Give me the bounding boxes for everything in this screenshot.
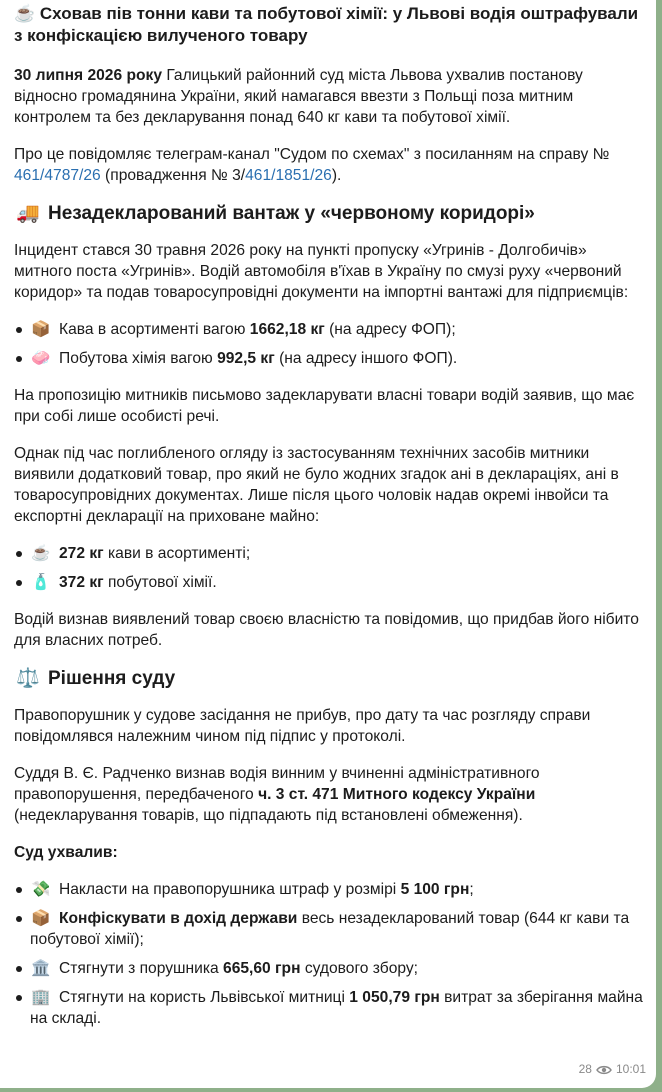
list-item: [30, 572, 644, 593]
post-title: [14, 3, 644, 47]
section-heading-text: Рішення суду: [48, 668, 176, 689]
item-weight: 272 кг: [59, 545, 104, 562]
message-time: 10:01: [615, 1062, 646, 1076]
case-number-link[interactable]: 461/4787/26: [14, 167, 101, 184]
classical-building-icon: 🏛️: [31, 960, 51, 977]
intro-paragraph: [14, 65, 644, 128]
decided-label: [14, 842, 644, 863]
item-amount: 665,60 грн: [223, 960, 301, 977]
item-text-after: ;: [469, 881, 474, 898]
judge-paragraph: [14, 763, 644, 826]
section-heading-decision: [14, 667, 644, 691]
admission-paragraph: Водій визнав виявлений товар своєю власністю та повідомив, що придбав його нібито для власних потреб.: [14, 611, 639, 649]
item-weight: 372 кг: [59, 574, 104, 591]
lotion-bottle-icon: 🧴: [31, 574, 51, 591]
coffee-icon: ☕: [31, 545, 51, 562]
eye-icon: [596, 1065, 612, 1075]
item-text: Побутова хімія вагою: [59, 350, 218, 367]
intro-text: Галицький районний суд міста Львова ухвалив постанову відносно громадянина України, який намагався ввезти з Польщі поза митним контролем та без декларування понад 640 кг кави та побутової хімії.: [14, 67, 583, 126]
truck-icon: 🚚: [16, 203, 40, 224]
message-meta: [579, 1059, 646, 1080]
inspection-paragraph: Однак під час поглибленого огляду із застосуванням технічних засобів митники виявили додатковий товар, про який не було жодних згадок ані в деклараціях, ані в товаросупровідних документах. Лише після цього чоловік надав окремі інвойси та експортні декларації на приховане майно:: [14, 445, 619, 525]
incident-paragraph: Інцидент стався 30 травня 2026 року на пункті пропуску «Угринів - Долгобичів» митного поста «Угринів». Водій автомобіля в'їхав в Україну по смузі руху «червоний коридор» та подав товаросупровідні документи на імпортні вантажі для підприємців:: [14, 242, 629, 301]
decision-list: [14, 879, 644, 1029]
package-icon: 📦: [31, 321, 51, 338]
proceeding-number-link[interactable]: 461/1851/26: [245, 167, 332, 184]
list-item: [30, 348, 644, 369]
item-text: Кава в асортименті вагою: [59, 321, 250, 338]
list-item: [30, 543, 644, 564]
intro-date: 30 липня 2026 року: [14, 67, 162, 84]
list-item: [30, 879, 644, 900]
office-building-icon: 🏢: [31, 989, 51, 1006]
item-bold: Конфіскувати в дохід держави: [59, 910, 298, 927]
item-text-after: судового збору;: [300, 960, 419, 977]
section-heading-text: Незадекларований вантаж у «червоному коридорі»: [48, 203, 535, 224]
item-weight: 992,5 кг: [217, 350, 275, 367]
source-text: Про це повідомляє телеграм-канал "Судом по схемах" з посиланням на справу №: [14, 146, 610, 163]
item-text-after: кави в асортименті;: [103, 545, 251, 562]
item-text-after: витрат за зберігання майна на складі.: [30, 989, 643, 1027]
judge-text: Суддя В. Є. Радченко визнав водія винним у вчиненні адміністративного правопорушення, передбаченого: [14, 765, 540, 803]
view-count: 28: [578, 1062, 592, 1076]
judge-text-after: (недекларування товарів, що підпадають під встановлені обмеження).: [14, 807, 523, 824]
item-text-after: (на адресу іншого ФОП).: [274, 350, 458, 367]
law-article: ч. 3 ст. 471 Митного кодексу України: [258, 786, 536, 803]
item-text: Накласти на правопорушника штраф у розмірі: [59, 881, 401, 898]
item-weight: 1662,18 кг: [249, 321, 325, 338]
money-with-wings-icon: 💸: [31, 881, 51, 898]
statement-paragraph: На пропозицію митників письмово задекларувати власні товари водій заявив, що має при собі лише особисті речі.: [14, 387, 635, 425]
item-text: Стягнути з порушника: [59, 960, 224, 977]
declared-goods-list: [14, 319, 644, 369]
section-heading-cargo: [14, 202, 644, 226]
hidden-goods-list: [14, 543, 644, 593]
coffee-icon: ☕: [14, 4, 36, 23]
decided-text: Суд ухвалив:: [14, 844, 118, 861]
item-text: Стягнути на користь Львівської митниці: [59, 989, 350, 1006]
list-item: [30, 319, 644, 340]
absence-paragraph: Правопорушник у судове засідання не прибув, про дату та час розгляду справи повідомлявся належним чином під підпис у протоколі.: [14, 707, 591, 745]
item-text-after: (на адресу ФОП);: [324, 321, 456, 338]
list-item: [30, 908, 644, 950]
item-text-after: побутової хімії.: [103, 574, 217, 591]
source-text-end: ).: [331, 167, 342, 184]
list-item: [30, 958, 644, 979]
post-title-text: Сховав пів тонни кави та побутової хімії: у Львові водія оштрафували з конфіскацією вилученого товару: [14, 4, 639, 45]
item-amount: 1 050,79 грн: [349, 989, 440, 1006]
package-icon: 📦: [31, 910, 51, 927]
list-item: [30, 987, 644, 1029]
item-text-after: весь незадекларований товар (644 кг кави та побутової хімії);: [30, 910, 630, 948]
scales-icon: ⚖️: [16, 668, 40, 689]
source-text-mid: (провадження № 3/: [100, 167, 246, 184]
soap-icon: 🧼: [31, 350, 51, 367]
item-amount: 5 100 грн: [400, 881, 470, 898]
source-paragraph: [14, 144, 644, 186]
